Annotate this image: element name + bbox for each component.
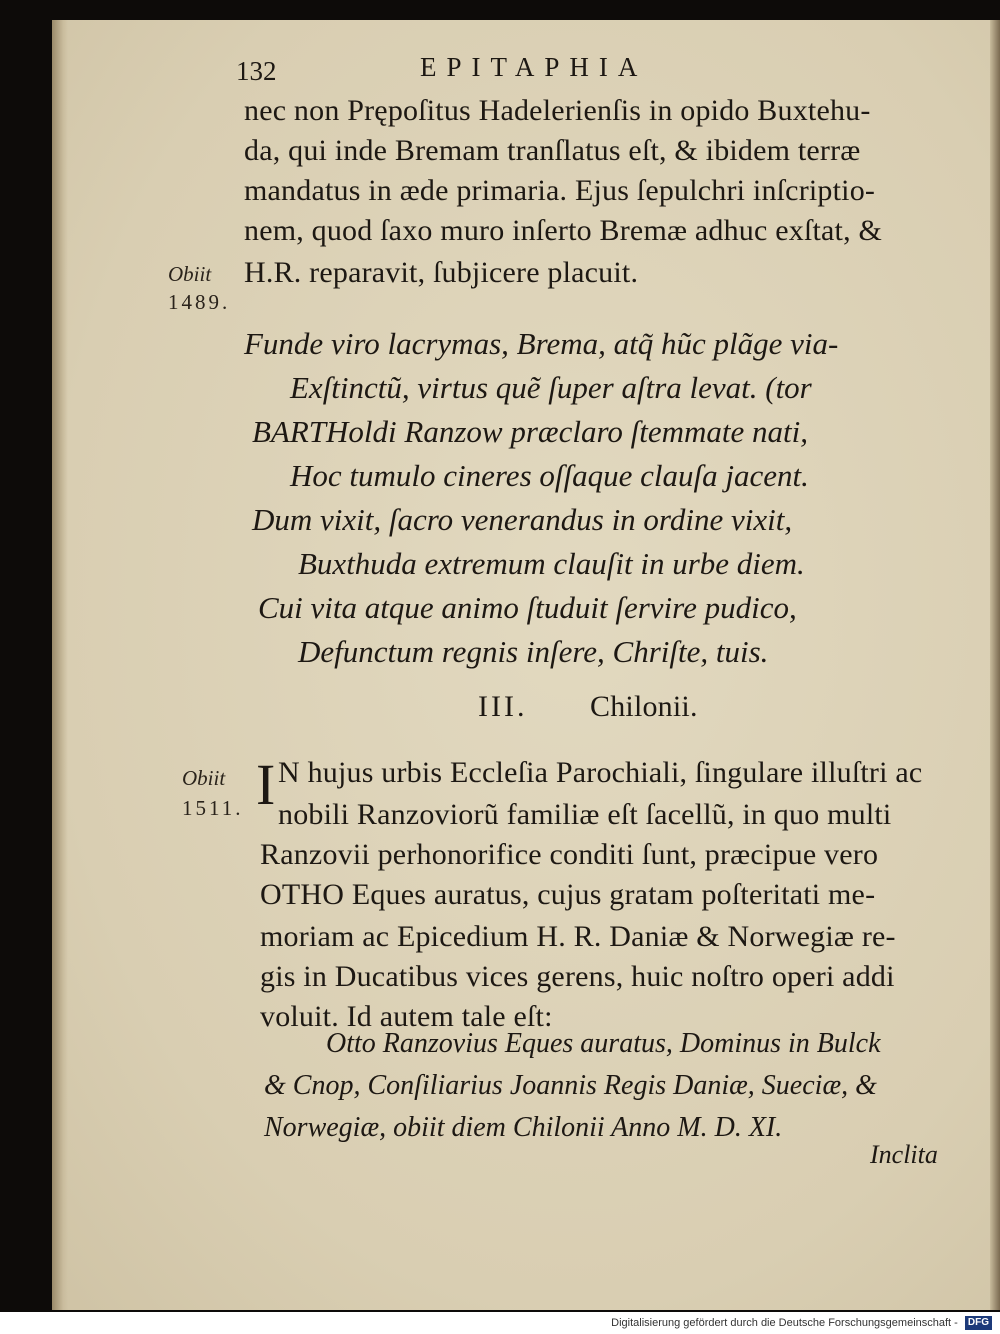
page-gutter	[52, 20, 68, 1310]
text-line: nobili Ranzoviorũ familiæ eſt ſacellũ, in quo multi	[278, 798, 892, 831]
verse-line: Cui vita atque animo ſtuduit ſervire pudico,	[258, 590, 797, 625]
verse-line: Funde viro lacrymas, Brema, atq̃ hũc plãge via-	[244, 326, 839, 361]
text-line: voluit. Id autem tale eſt:	[260, 1000, 553, 1033]
inscription-line: & Cnop, Conſiliarius Joannis Regis Daniæ, Sueciæ, &	[264, 1070, 877, 1101]
verse-line: Hoc tumulo cineres oſſaque clauſa jacent.	[290, 458, 809, 493]
text-line: H.R. reparavit, ſubjicere placuit.	[244, 256, 639, 289]
verse-line: Dum vixit, ſacro venerandus in ordine vixit,	[252, 502, 793, 537]
text-line: Ranzovii perhonorifice conditi ſunt, præcipue vero	[260, 838, 879, 871]
catchword: Inclita	[870, 1140, 938, 1169]
margin-note-label: Obiit	[182, 766, 226, 790]
text-line: nec non Prępoſitus Hadelerienſis in opido Buxtehu-	[244, 94, 871, 127]
margin-note-year: 1489.	[168, 290, 231, 314]
margin-note-label: Obiit	[168, 262, 212, 286]
page-number: 132	[236, 56, 277, 86]
digitization-footer	[0, 1312, 1000, 1334]
footer-text: Digitalisierung gefördert durch die Deutsche Forschungsgemeinschaft -	[611, 1317, 958, 1329]
page-edge	[990, 20, 1000, 1310]
inscription-line: Norwegiæ, obiit diem Chilonii Anno M. D. XI.	[264, 1112, 783, 1143]
text-line: gis in Ducatibus vices gerens, huic noſtro operi addi	[260, 960, 895, 993]
text-line: mandatus in æde primaria. Ejus ſepulchri inſcriptio-	[244, 174, 876, 207]
drop-cap: I	[256, 752, 276, 817]
running-title: EPITAPHIA	[420, 52, 648, 82]
section-title: Chilonii.	[590, 690, 698, 723]
verse-line: Buxthuda extremum clauſit in urbe diem.	[298, 546, 805, 581]
verse-line: Defunctum regnis inſere, Chriſte, tuis.	[298, 634, 769, 669]
text-line: da, qui inde Bremam tranſlatus eſt, & ibidem terræ	[244, 134, 861, 167]
section-number: III.	[478, 690, 528, 723]
text-line: nem, quod ſaxo muro inſerto Bremæ adhuc exſtat, &	[244, 214, 882, 247]
text-line: OTHO Eques auratus, cujus gratam poſteritati me-	[260, 878, 876, 911]
inscription-line: Otto Ranzovius Eques auratus, Dominus in Bulck	[326, 1028, 881, 1059]
verse-line: Exſtinctũ, virtus quẽ ſuper aſtra levat. (tor	[290, 370, 812, 405]
text-line: N hujus urbis Eccleſia Parochiali, ſingulare illuſtri ac	[278, 756, 923, 789]
dfg-logo: DFG	[965, 1316, 992, 1330]
verse-line: BARTHoldi Ranzow præclaro ſtemmate nati,	[252, 414, 808, 449]
margin-note-year: 1511.	[182, 796, 244, 820]
text-line: moriam ac Epicedium H. R. Daniæ & Norwegiæ re-	[260, 920, 896, 953]
